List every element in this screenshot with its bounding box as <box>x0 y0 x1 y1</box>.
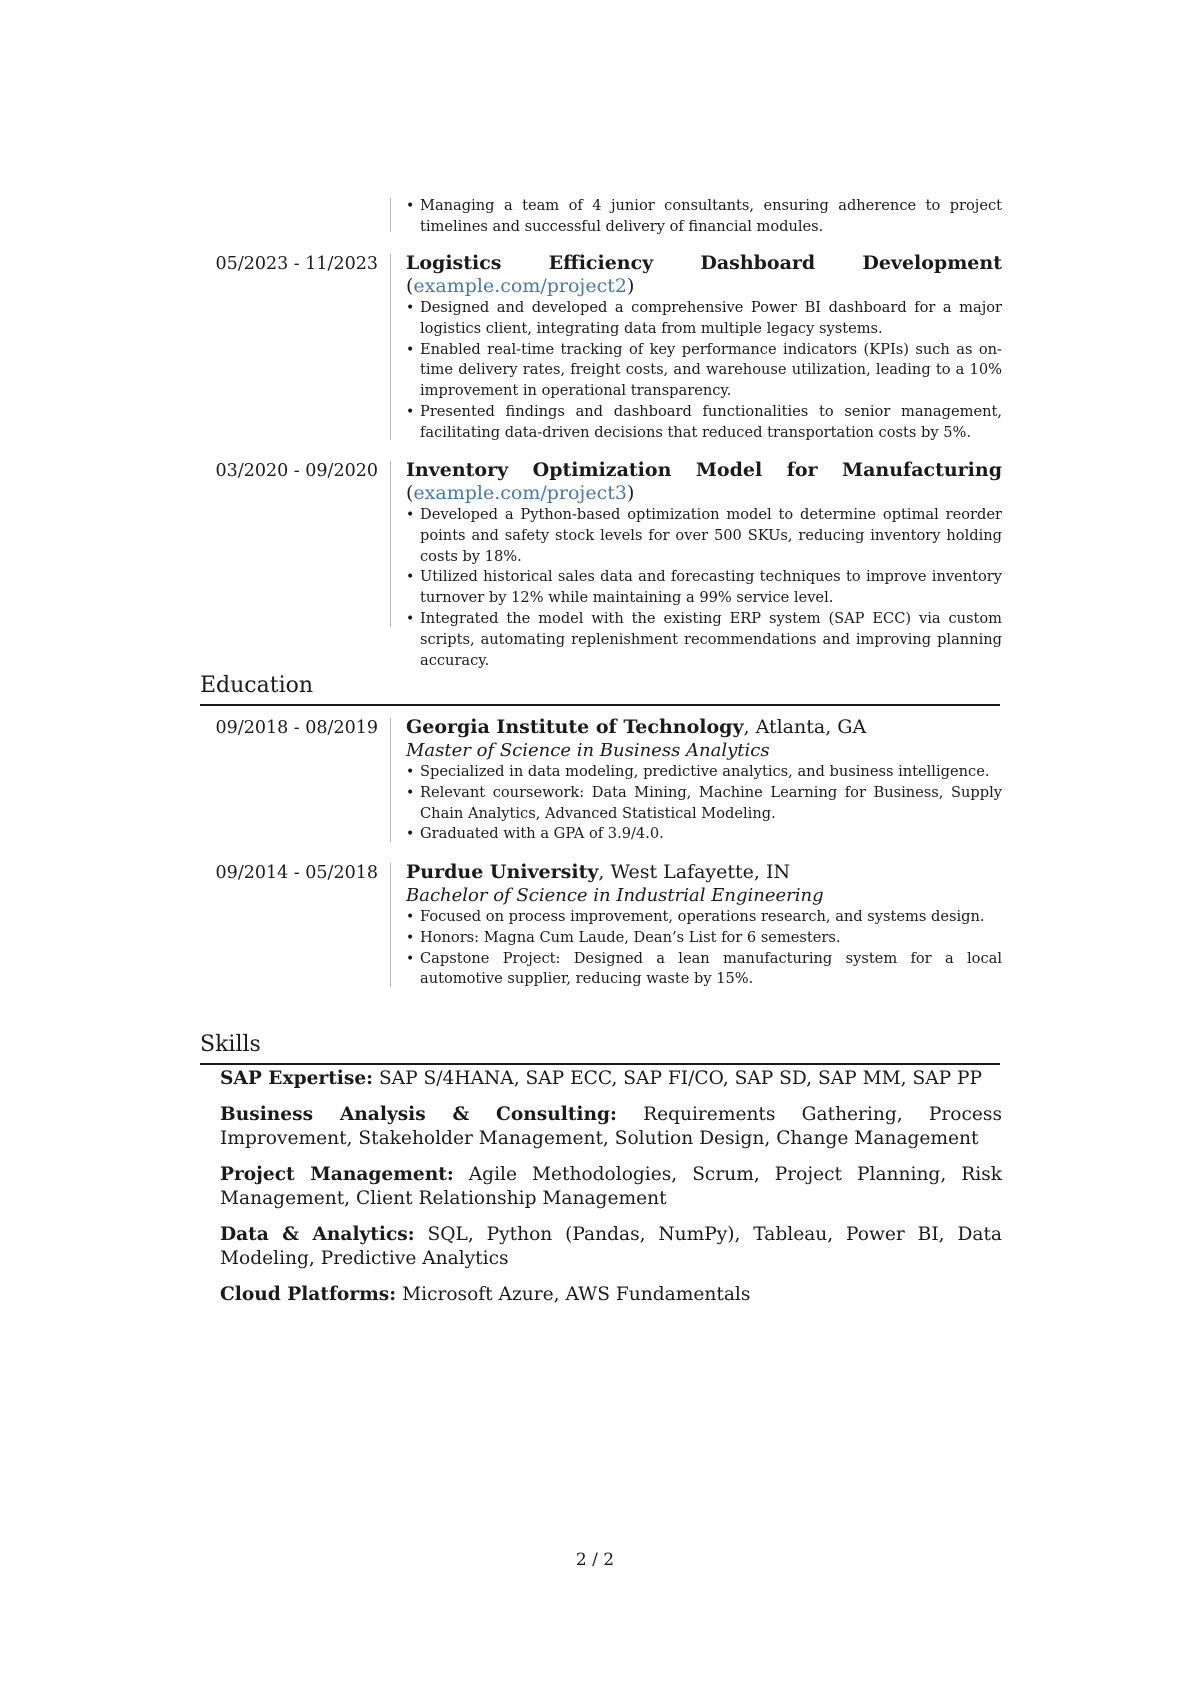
entry-body <box>406 716 1002 845</box>
education-section-heading <box>200 673 1000 706</box>
bullet-list <box>406 907 1002 990</box>
skill-value: SAP S/4HANA, SAP ECC, SAP FI/CO, SAP SD, SAP MM, SAP PP <box>378 1068 983 1089</box>
entry-date: 05/2023 - 11/2023 <box>215 254 378 274</box>
bullet-list <box>406 762 1002 845</box>
skill-value: Requirements Gathering, Process Improvement, Stakeholder Management, Solution Design, Change Management <box>220 1104 1002 1149</box>
bullet-item: • Graduated with a GPA of 3.9/4.0. <box>406 825 664 843</box>
skill-value: Microsoft Azure, AWS Fundamentals <box>402 1284 751 1305</box>
skill-label: Project Management: <box>220 1164 454 1185</box>
bullet-item: • Capstone Project: Designed a lean manufacturing system for a local automotive supplier, reducing waste by 15%. <box>406 949 1002 988</box>
bullet-item: • Focused on process improvement, operations research, and systems design. <box>406 908 985 925</box>
school-location: , Atlanta, GA <box>743 716 867 738</box>
bullet-item: • Designed and developed a comprehensive Power BI dashboard for a major logistics client, integrating data from multiple legacy systems. <box>406 299 1002 337</box>
timeline-rule <box>390 254 391 440</box>
section-title: Skills <box>200 1032 261 1057</box>
skills-list <box>220 1067 1002 1319</box>
bullet-list <box>406 196 1002 238</box>
project-link[interactable]: example.com/project3 <box>413 482 627 504</box>
timeline-rule <box>390 718 391 842</box>
skill-label: Business Analysis & Consulting: <box>220 1104 617 1125</box>
entry-date: 03/2020 - 09/2020 <box>215 461 378 481</box>
school-name: Georgia Institute of Technology <box>406 716 744 738</box>
bullet-item: • Developed a Python-based optimization model to determine optimal reorder points and safety stock levels for over 500 SKUs, reducing inventory holding costs by 18%. <box>406 506 1002 565</box>
bullet-item: • Enabled real-time tracking of key performance indicators (KPIs) such as on-time delivery rates, freight costs, and warehouse utilization, leading to a 10% improvement in operational transparency. <box>406 340 1002 400</box>
bullet-item: • Relevant coursework: Data Mining, Machine Learning for Business, Supply Chain Analytics, Advanced Statistical Modeling. <box>406 783 1002 822</box>
skill-row <box>220 1103 1002 1151</box>
project-link[interactable]: example.com/project2 <box>413 275 627 297</box>
skill-label: Cloud Platforms: <box>220 1284 397 1305</box>
bullet-item: • Utilized historical sales data and forecasting techniques to improve inventory turnover by 12% while maintaining a 99% service level. <box>406 568 1002 607</box>
section-divider <box>200 704 1000 706</box>
degree: Master of Science in Business Analytics <box>406 740 770 761</box>
school-line <box>406 861 1002 884</box>
project-title: Logistics Efficiency Dashboard Development (example.com/project2) <box>406 252 1002 297</box>
skill-row <box>220 1163 1002 1211</box>
section-title: Education <box>200 673 314 698</box>
page-indicator: 2 / 2 <box>575 1550 615 1570</box>
skill-value: SQL, Python (Pandas, NumPy), Tableau, Power BI, Data Modeling, Predictive Analytics <box>220 1224 1002 1269</box>
school-location: , West Lafayette, IN <box>598 861 791 883</box>
bullet-list <box>406 505 1002 671</box>
skill-label: Data & Analytics: <box>220 1224 415 1245</box>
bullet-item: • Honors: Magna Cum Laude, Dean’s List for 6 semesters. <box>406 928 841 946</box>
section-divider <box>200 1063 1000 1065</box>
bullet-item: • Integrated the model with the existing ERP system (SAP ECC) via custom scripts, automating replenishment recommendations and improving planning accuracy. <box>406 609 1002 669</box>
skill-row <box>220 1223 1002 1271</box>
skills-section-heading <box>200 1032 1000 1065</box>
entry-date: 09/2014 - 05/2018 <box>215 863 378 883</box>
entry-body <box>406 459 1002 671</box>
skill-label: SAP Expertise: <box>220 1068 374 1089</box>
entry-body <box>406 861 1002 990</box>
timeline-rule <box>390 198 391 232</box>
school-line <box>406 716 1002 739</box>
skill-value: Agile Methodologies, Scrum, Project Planning, Risk Management, Client Relationship Management <box>220 1164 1002 1209</box>
timeline-rule <box>390 461 391 627</box>
bullet-item: • Specialized in data modeling, predictive analytics, and business intelligence. <box>406 763 990 780</box>
bullet-item: • Presented findings and dashboard functionalities to senior management, facilitating data-driven decisions that reduced transportation costs by 5%. <box>406 402 1002 441</box>
entry-date: 09/2018 - 08/2019 <box>215 718 378 738</box>
degree: Bachelor of Science in Industrial Engineering <box>406 885 824 906</box>
skill-row <box>220 1283 1002 1307</box>
entry-body <box>406 252 1002 444</box>
timeline-rule <box>390 863 391 987</box>
skill-row <box>220 1067 1002 1091</box>
bullet-item: • Managing a team of 4 junior consultants, ensuring adherence to project timelines and successful delivery of financial modules. <box>406 197 1002 235</box>
entry-body <box>406 196 1002 238</box>
project-title: Inventory Optimization Model for Manufacturing (example.com/project3) <box>406 459 1002 504</box>
school-name: Purdue University <box>406 861 599 883</box>
bullet-list <box>406 298 1002 444</box>
